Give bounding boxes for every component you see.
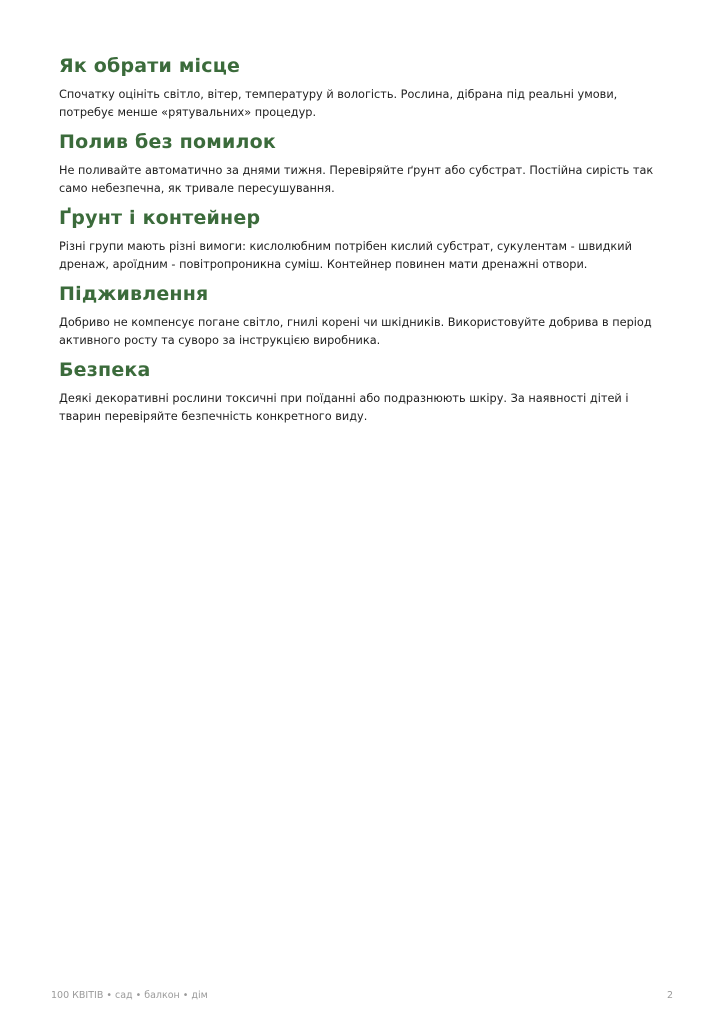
- section-soil-container: [59, 204, 669, 274]
- section-body: Спочатку оцініть світло, вітер, температуру й вологість. Рослина, дібрана під реальні умови, потребує менше «рятувальних» процедур.: [59, 88, 618, 119]
- section-safety: [59, 356, 669, 426]
- section-heading: Ґрунт і контейнер: [59, 207, 261, 229]
- footer-publication: 100 КВІТІВ • сад • балкон • дім: [51, 990, 208, 1001]
- section-heading: Як обрати місце: [59, 55, 241, 77]
- page-footer: [51, 990, 673, 1008]
- section-heading: Підживлення: [59, 283, 209, 305]
- page-number: 2: [666, 990, 673, 1001]
- section-body: Добриво не компенсує погане світло, гнилі корені чи шкідників. Використовуйте добрива в період активного росту та суворо за інструкцією виробника.: [59, 316, 652, 347]
- section-watering: [59, 128, 669, 198]
- document-content: [59, 52, 669, 426]
- section-body: Деякі декоративні рослини токсичні при поїданні або подразнюють шкіру. За наявності дітей і тварин перевіряйте безпечність конкретного виду.: [59, 392, 629, 423]
- section-feeding: [59, 280, 669, 350]
- section-body: Не поливайте автоматично за днями тижня. Перевіряйте ґрунт або субстрат. Постійна сирість так само небезпечна, як тривале пересушування.: [59, 164, 654, 195]
- section-choose-location: [59, 52, 669, 122]
- section-heading: Безпека: [59, 359, 151, 381]
- section-heading: Полив без помилок: [59, 131, 276, 153]
- section-body: Різні групи мають різні вимоги: кислолюбним потрібен кислий субстрат, сукулентам - швидкий дренаж, ароїдним - повітропроникна суміш. Контейнер повинен мати дренажні отвори.: [59, 240, 632, 271]
